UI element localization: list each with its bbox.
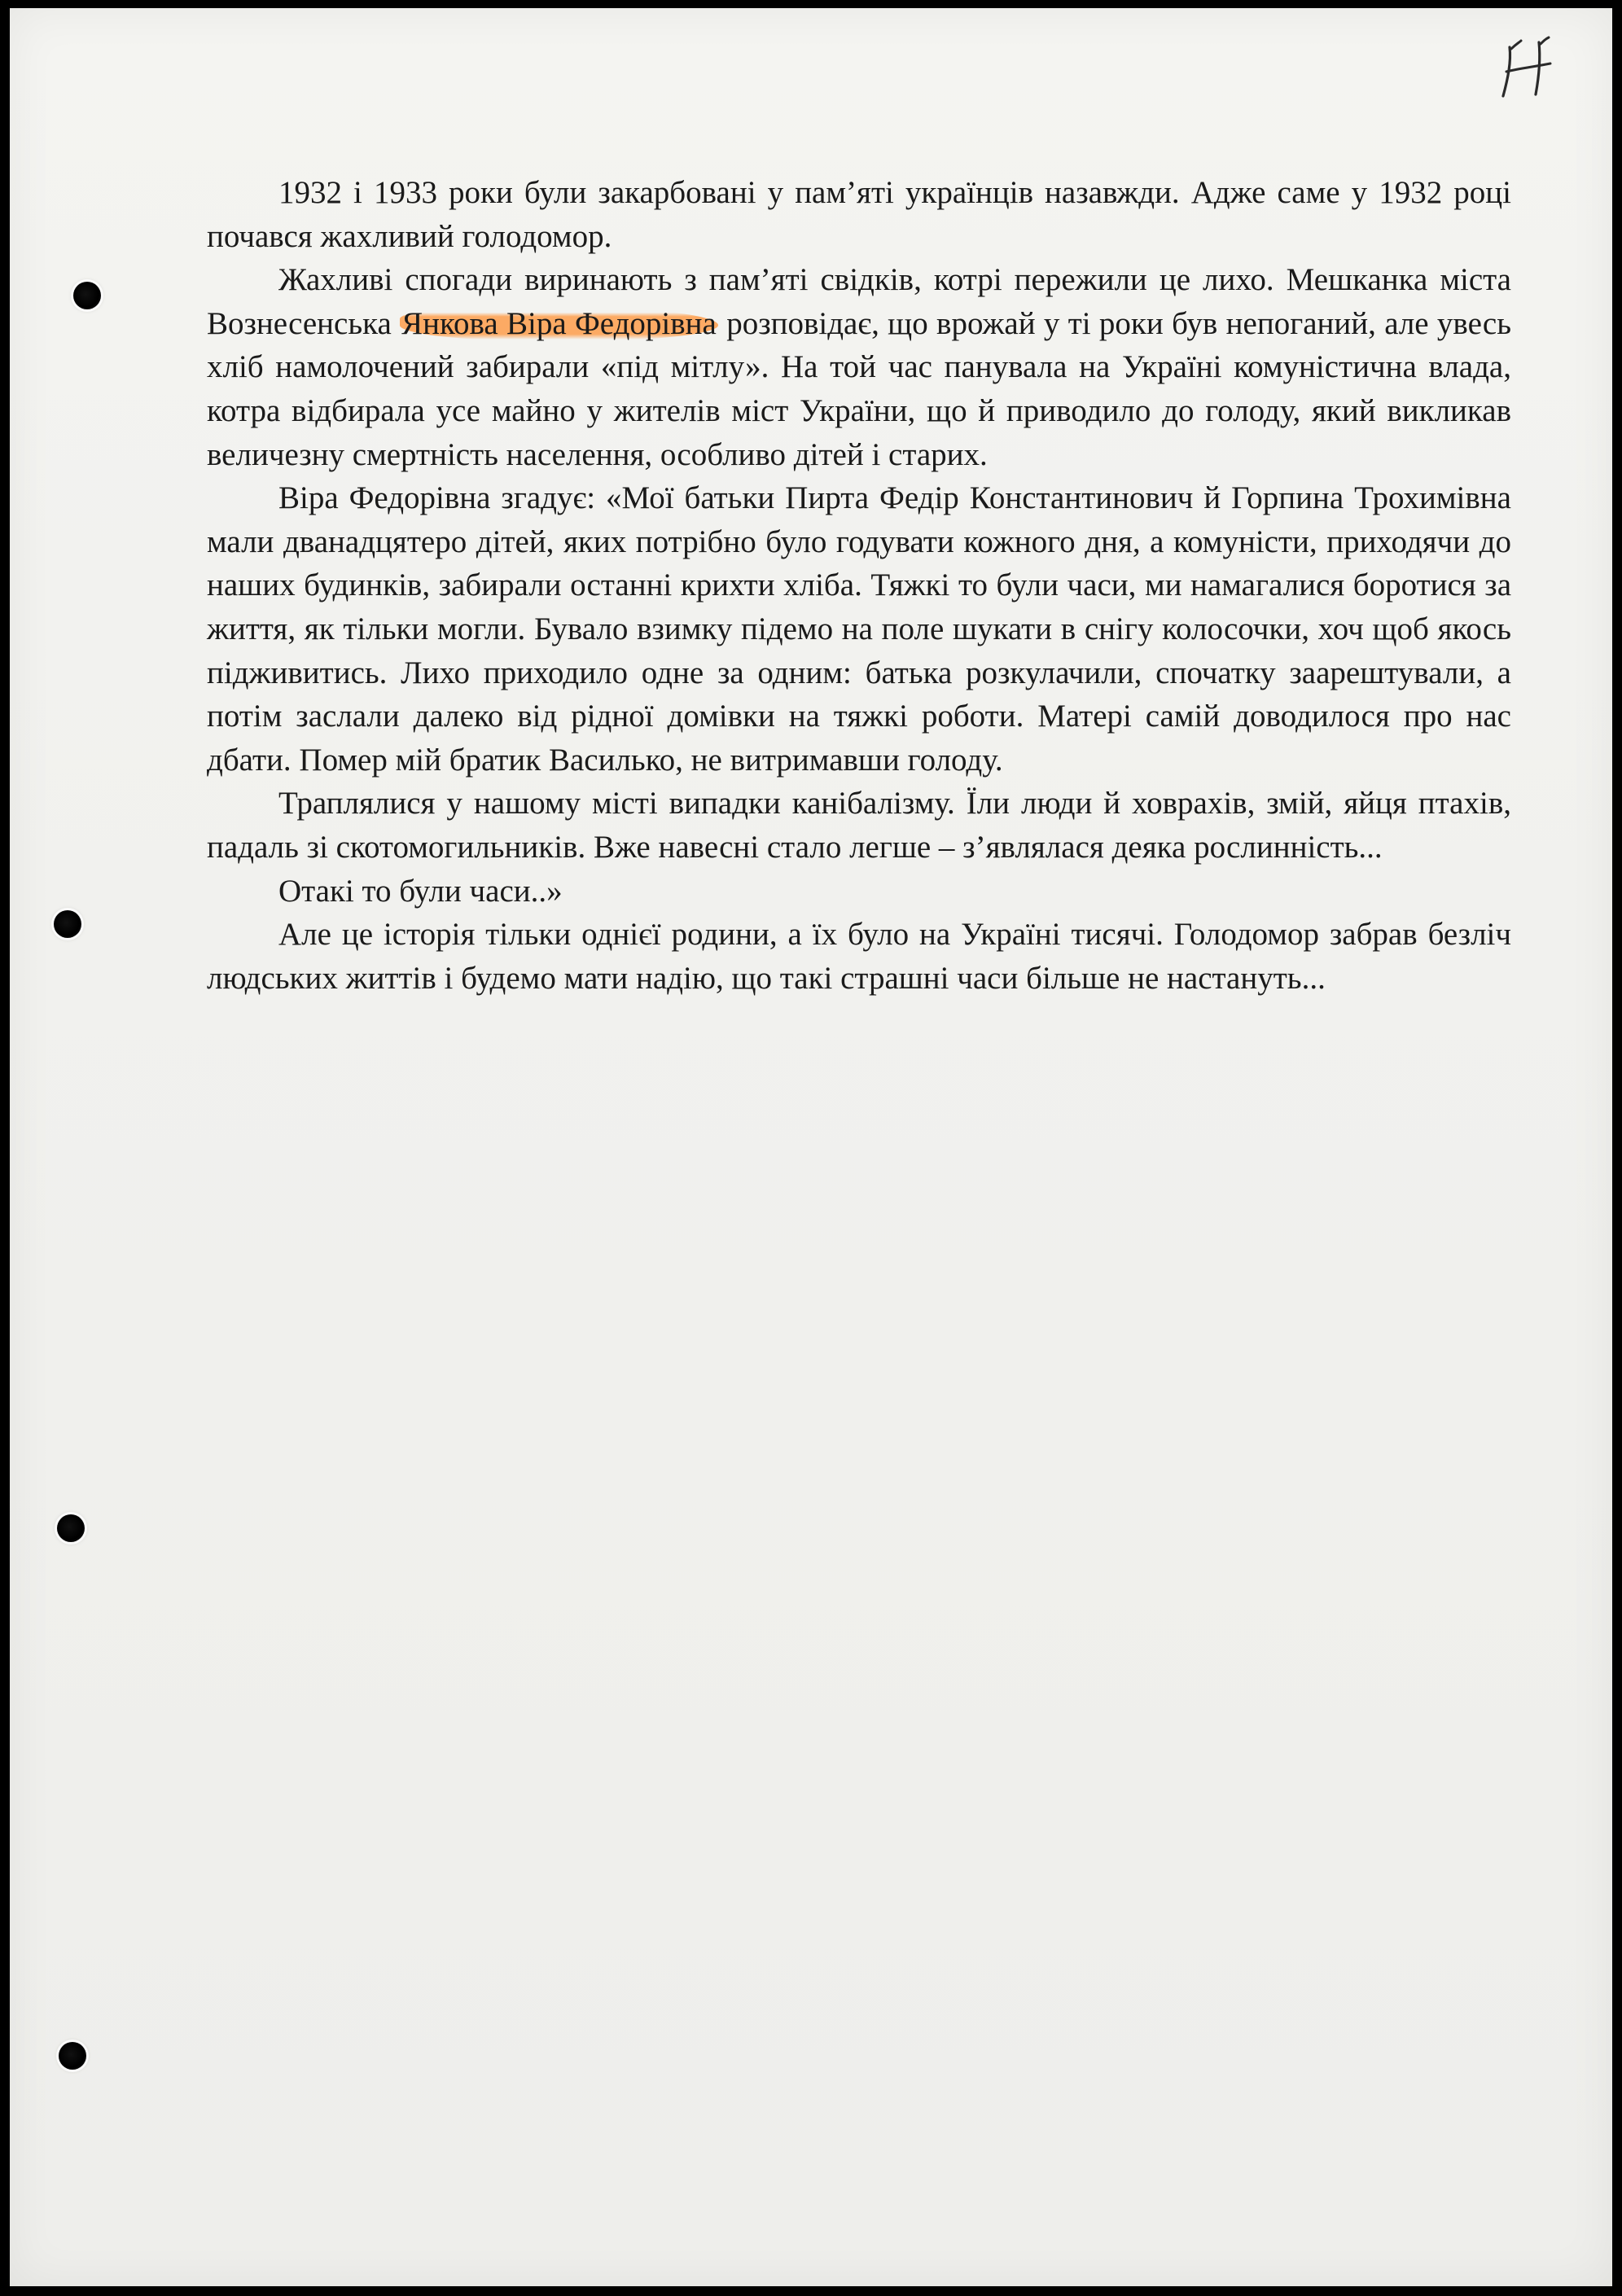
- paragraph-3: Віра Федорівна згадує: «Мої батьки Пирта Федір Константинович й Горпина Трохимівна мали дванадцятеро дітей, яких потрібно було годувати кожного дня, а комуністи, приходячи до наших будинків, забирали останні крихти хліба. Тяжкі то були часи, ми намагалися боротися за життя, як тільки могли. Бувало взимку підемо на поле шукати в снігу колосочки, хоч щоб якось підживитись. Лихо приходило одне за одним: батька розкулачили, спочатку заарештували, а потім заслали далеко від рідної домівки на тяжкі роботи. Матері самій доводилося про нас дбати. Помер мій братик Василько, не витримавши голоду.: [207, 480, 1511, 778]
- paragraph-2: [207, 258, 1511, 476]
- punch-hole-1: [73, 282, 101, 309]
- paragraph-1: 1932 і 1933 роки були закарбовані у пам’яті українців назавжди. Адже саме у 1932 році почався жахливий голодомор.: [207, 175, 1511, 254]
- document-page: [10, 8, 1612, 2286]
- paragraph-4: Траплялися у нашому місті випадки канібалізму. Їли люди й ховрахів, змій, яйця птахів, падаль зі скотомогильників. Вже навесні стало легше – з’являлася деяка рослинність...: [207, 786, 1511, 865]
- punch-hole-3: [57, 1514, 85, 1542]
- paragraph-2-text-before: Жахливі спогади виринають з пам’яті свідків, котрі пережили це лихо. Мешканка міста Вознесенська: [207, 262, 1511, 341]
- handwritten-page-number: [1492, 31, 1565, 104]
- paragraph-2-text-after: розповідає, що врожай у ті роки був непоганий, але увесь хліб намолочений забирали «під мітлу». На той час панувала на Україні комуністична влада, котра відбирала усе майно у жителів міст України, що й приводило до голоду, який викликав величезну смертність населення, особливо дітей і старих.: [207, 305, 1511, 472]
- paragraph-6: Але це історія тільки однієї родини, а їх було на Україні тисячі. Голодомор забрав безліч людських життів і будемо мати надію, що такі страшні часи більше не настануть...: [207, 917, 1511, 996]
- punch-hole-2: [54, 910, 81, 938]
- paragraph-5: Отакі то були часи..»: [278, 873, 563, 909]
- highlighted-name: Янкова Віра Федорівна: [401, 305, 717, 341]
- punch-hole-4: [59, 2042, 86, 2070]
- document-body: [207, 171, 1511, 1000]
